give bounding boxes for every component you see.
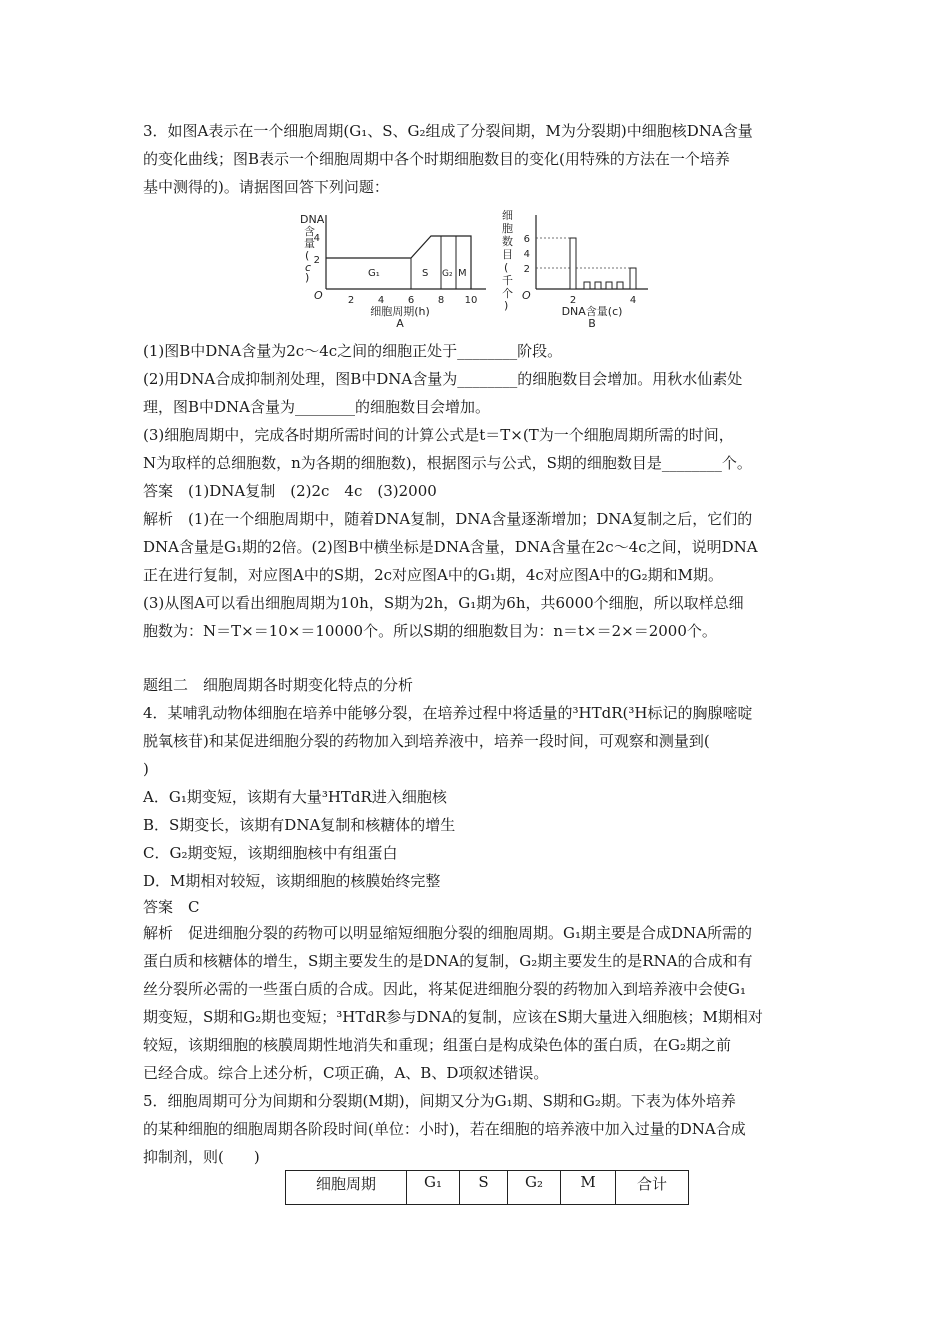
figb-y-title-1: 胞	[502, 222, 513, 235]
q4-line-3: )	[143, 760, 149, 778]
table-header-row	[286, 1171, 689, 1205]
q4-analysis-1: 解析 促进细胞分裂的药物可以明显缩短细胞分裂的细胞周期。G₁期主要是合成DNA所需的	[143, 924, 752, 942]
figb-ytick-4: 4	[523, 249, 530, 260]
q3-line-4: (1)图B中DNA含量为2c～4c之间的细胞正处于________阶段。	[143, 342, 563, 360]
figb-bar-4c	[630, 268, 636, 289]
table-header-cell: M	[561, 1171, 616, 1205]
figb-y-title-7: )	[504, 299, 509, 312]
figb-xtick-4: 4	[629, 295, 637, 306]
q3-line-5: (2)用DNA合成抑制剂处理，图B中DNA含量为________的细胞数目会增加。用秋水仙素处	[143, 370, 743, 388]
q4-analysis-3: 丝分裂所必需的一些蛋白质的合成。因此，将某促进细胞分裂的药物加入到培养液中会使G₁	[143, 980, 746, 998]
q3-analysis-5: 胞数为：N＝T×＝10×＝10000个。所以S期的细胞数目为：n＝t×＝2×＝2000个。	[143, 622, 717, 640]
figa-phase-s: S	[422, 268, 429, 279]
table-header-cell: 合计	[616, 1171, 689, 1205]
figb-xtick-2: 2	[569, 295, 577, 306]
q5-line-1: 5．细胞周期可分为间期和分裂期(M期)，间期又分为G₁期、S期和G₂期。下表为体外培养	[143, 1092, 736, 1110]
figa-xtick-2: 2	[347, 295, 355, 306]
figb-y-title-4: (	[504, 261, 509, 274]
figb-y-title-5: 千	[502, 274, 513, 287]
figure-b	[502, 209, 648, 330]
figa-ytick-4: 4	[313, 233, 320, 244]
q3-line-8: N为取样的总细胞数，n为各期的细胞数)，根据图示与公式，S期的细胞数目是________个。	[143, 454, 752, 472]
figb-bar-s3	[606, 282, 612, 289]
q4-option-d: D．M期相对较短，该期细胞的核膜始终完整	[143, 872, 441, 890]
q3-line-3: 基中测得的)。请据图回答下列问题：	[143, 178, 389, 196]
figa-y-title-3: (	[305, 249, 310, 262]
figa-y-title-4: c	[305, 261, 312, 274]
figa-y-title-2: 量	[304, 237, 315, 250]
q4-option-b: B．S期变长，该期有DNA复制和核糖体的增生	[143, 816, 456, 834]
cell-cycle-table	[285, 1170, 689, 1205]
q4-analysis-2: 蛋白质和核糖体的增生，S期主要发生的是DNA的复制，G₂期主要发生的是RNA的合成和有	[143, 952, 753, 970]
section-title: 题组二 细胞周期各时期变化特点的分析	[143, 676, 414, 694]
q4-analysis-6: 已经合成。综合上述分析，C项正确，A、B、D项叙述错误。	[143, 1064, 549, 1082]
q3-line-6: 理，图B中DNA含量为________的细胞数目会增加。	[143, 398, 491, 416]
figb-y-title-6: 个	[502, 287, 513, 300]
q3-line-7: (3)细胞周期中，完成各时期所需时间的计算公式是t＝T×(T为一个细胞周期所需的时间，	[143, 426, 734, 444]
figb-bar-s4	[617, 282, 623, 289]
figa-origin: O	[314, 289, 323, 302]
q4-analysis-4: 期变短，S期和G₂期也变短；³HTdR参与DNA的复制，应该在S期大量进入细胞核；M期相对	[143, 1008, 763, 1026]
figa-xtick-8: 8	[437, 295, 445, 306]
figa-phase-g1: G₁	[368, 268, 380, 279]
figb-bar-s1	[584, 282, 590, 289]
figure-svg	[290, 205, 670, 330]
figa-phase-g2: G₂	[442, 269, 453, 279]
figa-xtick-10: 10	[464, 295, 478, 306]
figa-x-title: 细胞周期(h)	[370, 305, 430, 318]
figb-y-title-0: 细	[502, 209, 513, 222]
q3-analysis-4: (3)从图A可以看出细胞周期为10h，S期为2h，G₁期为6h，共6000个细胞，所以取样总细	[143, 594, 744, 612]
q3-analysis-3: 正在进行复制，对应图A中的S期，2c对应图A中的G₁期，4c对应图A中的G₂期和M期。	[143, 566, 724, 584]
q3-answer: 答案 (1)DNA复制 (2)2c 4c (3)2000	[143, 482, 437, 500]
figb-ytick-6: 6	[523, 234, 530, 245]
figure-a	[300, 213, 486, 330]
q3-line-1: 3．如图A表示在一个细胞周期(G₁、S、G₂组成了分裂间期，M为分裂期)中细胞核DNA含量	[143, 122, 753, 140]
figa-caption: A	[396, 317, 404, 330]
figa-y-title-0: DNA	[300, 213, 325, 226]
q4-line-2: 脱氧核苷)和某促进细胞分裂的药物加入到培养液中，培养一段时间，可观察和测量到(	[143, 732, 710, 750]
figb-bar-2c	[570, 238, 576, 289]
q4-line-1: 4．某哺乳动物体细胞在培养中能够分裂，在培养过程中将适量的³HTdR(³H标记的胸腺嘧啶	[143, 704, 753, 722]
figb-y-title-3: 目	[502, 248, 513, 261]
figa-phase-m: M	[458, 268, 467, 279]
q5-line-3: 抑制剂，则( )	[143, 1148, 260, 1166]
figure-cell-cycle	[290, 205, 670, 334]
figb-origin: O	[522, 289, 531, 302]
q4-option-c: C．G₂期变短，该期细胞核中有组蛋白	[143, 844, 398, 862]
figa-xtick-4: 4	[377, 295, 385, 306]
table-header-cell: G₁	[407, 1171, 460, 1205]
figa-xtick-6: 6	[407, 295, 415, 306]
figa-dna-curve	[326, 236, 471, 289]
figb-bar-s2	[595, 282, 601, 289]
figb-caption: B	[588, 317, 596, 330]
q4-analysis-5: 较短，该期细胞的核膜周期性地消失和重现；组蛋白是构成染色体的蛋白质，在G₂期之前	[143, 1036, 731, 1054]
figa-y-title-5: )	[305, 271, 310, 284]
figb-x-title: DNA含量(c)	[561, 305, 623, 318]
q5-line-2: 的某种细胞的细胞周期各阶段时间(单位：小时)，若在细胞的培养液中加入过量的DNA合成	[143, 1120, 746, 1138]
table-header-cell: S	[460, 1171, 508, 1205]
q3-analysis-2: DNA含量是G₁期的2倍。(2)图B中横坐标是DNA含量，DNA含量在2c～4c之间，说明DNA	[143, 538, 758, 556]
table-header-cell: 细胞周期	[286, 1171, 407, 1205]
figb-ytick-2: 2	[523, 264, 530, 275]
figb-y-title-2: 数	[502, 235, 513, 248]
table-header-cell: G₂	[508, 1171, 561, 1205]
q4-option-a: A．G₁期变短，该期有大量³HTdR进入细胞核	[143, 788, 447, 806]
figa-ytick-2: 2	[313, 255, 320, 266]
q4-answer: 答案 C	[143, 898, 200, 916]
figa-y-title-1: 含	[304, 225, 315, 238]
q3-line-2: 的变化曲线；图B表示一个细胞周期中各个时期细胞数目的变化(用特殊的方法在一个培养	[143, 150, 730, 168]
q3-analysis-1: 解析 (1)在一个细胞周期中，随着DNA复制，DNA含量逐渐增加；DNA复制之后，它们的	[143, 510, 753, 528]
